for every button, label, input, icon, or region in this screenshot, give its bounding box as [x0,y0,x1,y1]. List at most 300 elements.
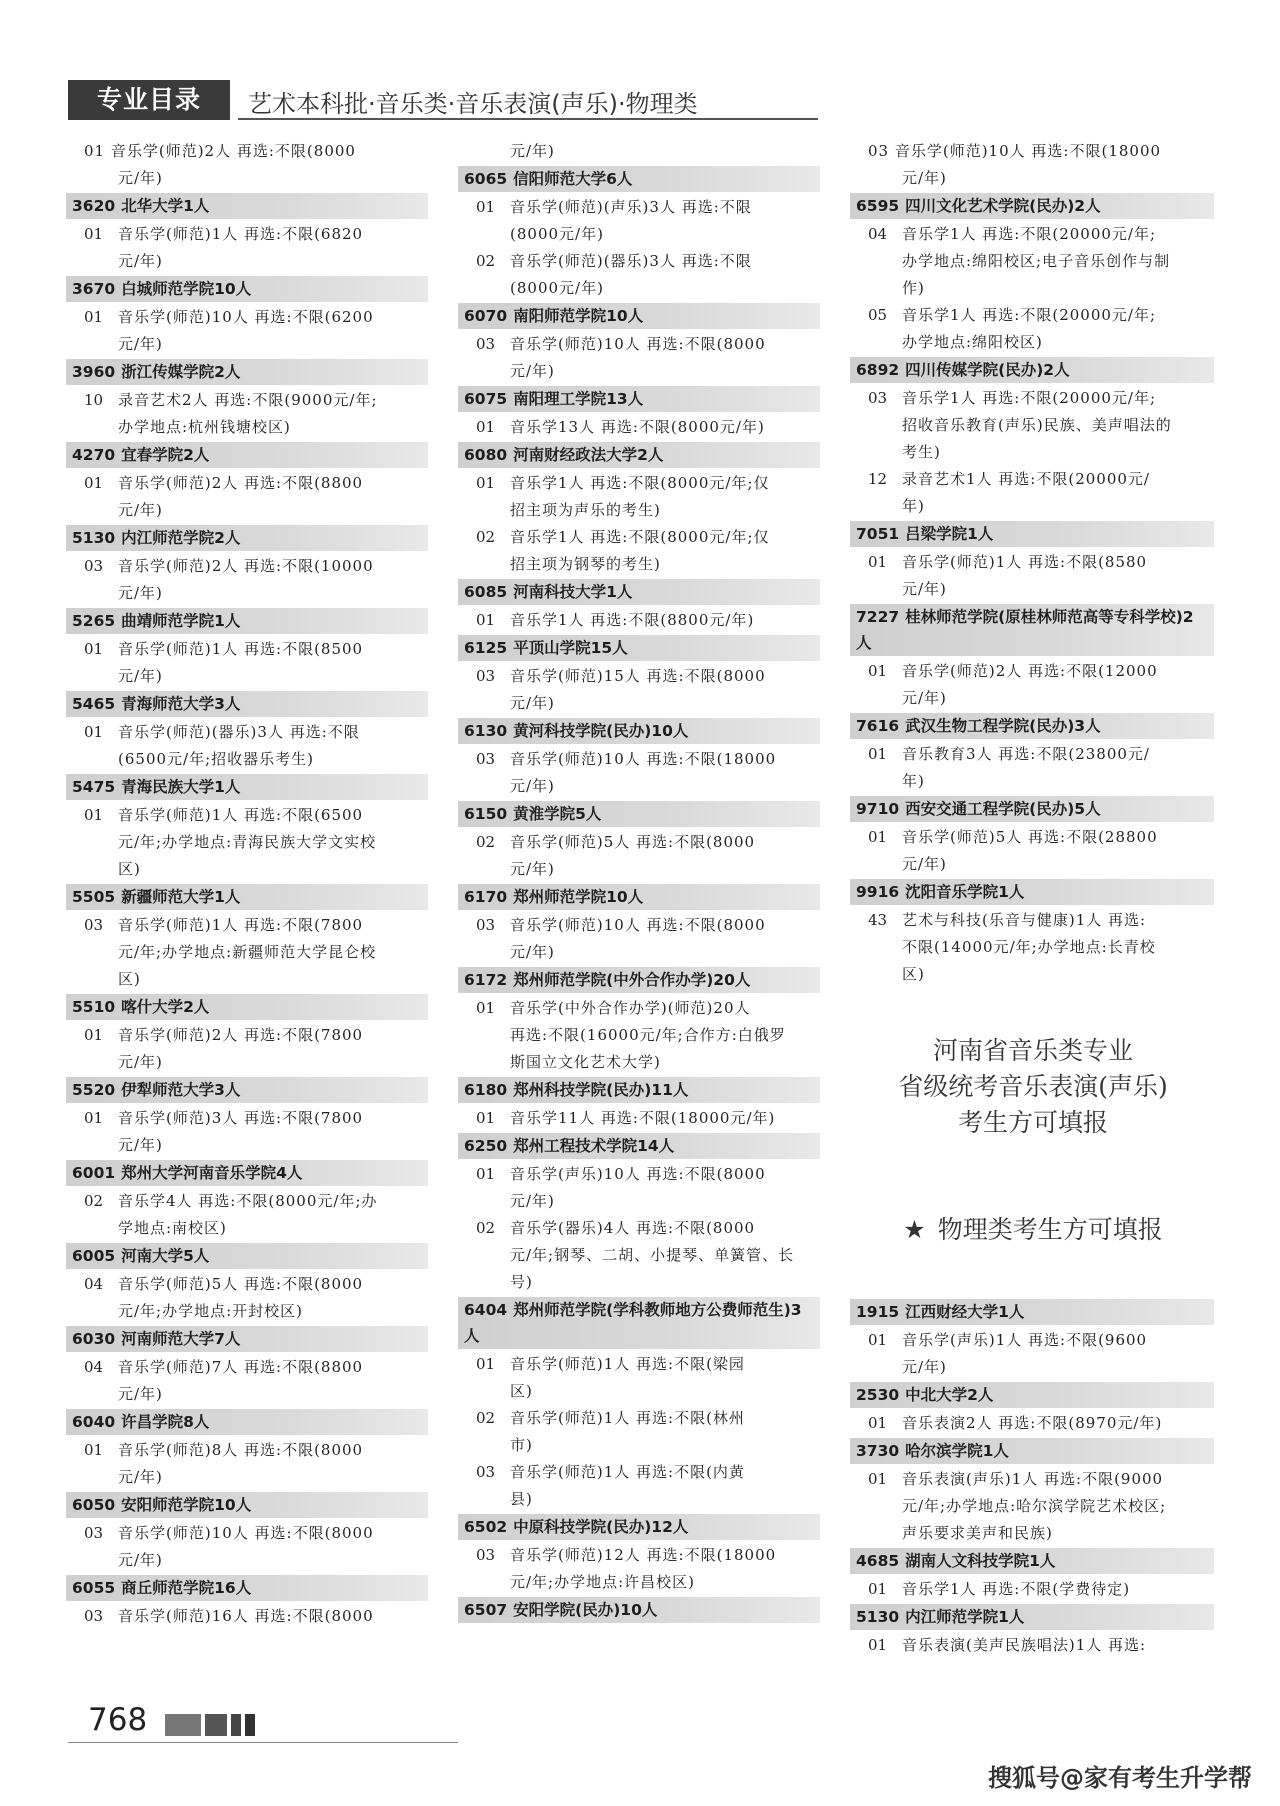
school-block [460,1514,820,1596]
school-header [66,691,428,717]
school-name: 江西财经大学1人 [905,1303,1025,1321]
major-code: 03 [84,916,104,934]
major-code: 01 [868,828,888,846]
school-code: 6085 [464,583,508,601]
major-code: 01 [476,1355,496,1373]
school-name: 安阳学院(民办)10人 [513,1601,658,1619]
school-block [460,718,820,800]
major-text-continued: (8000元/年) [510,279,604,297]
school-name: 河南大学5人 [121,1247,210,1265]
major-text-continued: 办学地点:绵阳校区) [902,333,1043,351]
major-text: 音乐学1人 再选:不限(20000元/年; [902,225,1157,243]
school-code: 6507 [464,1601,508,1619]
major-entry [68,221,428,248]
school-code: 6065 [464,170,508,188]
major-code: 01 [476,611,496,629]
school-code: 6170 [464,888,508,906]
major-text: 音乐学(师范)1人 再选:不限(内黄 [510,1463,745,1481]
major-text: 音乐教育3人 再选:不限(23800元/ [902,745,1150,763]
school-block [460,303,820,385]
school-block [68,774,428,883]
page-header [68,80,748,120]
school-code: 4270 [72,446,116,464]
school-name: 哈尔滨学院1人 [905,1442,1009,1460]
major-code: 01 [476,999,496,1017]
major-text-continued: 年) [902,497,925,515]
school-name: 南阳师范学院10人 [513,307,644,325]
school-header [458,718,820,744]
major-code: 03 [476,1546,496,1564]
school-code: 6070 [464,307,508,325]
school-code: 6892 [856,361,900,379]
school-name: 西安交通工程学院(民办)5人 [905,800,1101,818]
school-code: 7051 [856,525,900,543]
major-text-continued: 元/年) [902,689,947,707]
school-header [850,713,1214,739]
school-code: 6080 [464,446,508,464]
school-header [458,967,820,993]
school-header [458,166,820,192]
major-text: 音乐学(师范)1人 再选:不限(8580 [902,553,1148,571]
column-2 [460,138,820,1625]
major-text-continued: 元/年) [902,580,947,598]
school-block [460,579,820,634]
major-code: 01 [84,1026,104,1044]
major-code: 02 [476,1409,496,1427]
school-block [68,359,428,441]
major-text: 音乐学(师范)5人 再选:不限(8000 [118,1275,364,1293]
notice-line: 省级统考音乐表演(声乐) [898,1072,1168,1101]
school-name: 郑州师范学院(学科教师地方公费师范生)3人 [464,1301,802,1345]
major-text-continued: 办学地点:杭州钱塘校区) [118,418,291,436]
major-text: 音乐学(师范)1人 再选:不限(7800 [118,916,364,934]
major-text-continued: 元/年;钢琴、二胡、小提琴、单簧管、长 [510,1246,795,1264]
major-text-continued: 元/年) [118,584,163,602]
school-header [458,442,820,468]
major-entry [852,221,1214,248]
school-name: 喀什大学2人 [121,998,210,1016]
major-entry [460,1215,820,1242]
school-block [460,442,820,578]
major-code: 03 [476,916,496,934]
major-code: 05 [868,306,888,324]
major-text: 音乐学1人 再选:不限(20000元/年; [902,306,1157,324]
school-name: 黄淮学院5人 [513,805,602,823]
school-code: 5130 [856,1608,900,1626]
column-1 [68,138,428,1630]
major-text-continued: 元/年) [510,694,555,712]
major-code: 01 [84,806,104,824]
school-header [850,1604,1214,1630]
section-tag: 专业目录 [68,80,230,120]
school-name: 商丘师范学院16人 [121,1579,252,1597]
school-code: 6180 [464,1081,508,1099]
major-code: 02 [84,1192,104,1210]
major-text: 音乐学1人 再选:不限(学费待定) [902,1580,1131,1598]
major-text: 艺术与科技(乐音与健康)1人 再选: [902,911,1147,929]
school-header [458,1597,820,1623]
school-name: 平顶山学院15人 [513,639,628,657]
major-code: 01 [868,745,888,763]
school-header [458,635,820,661]
major-entry [460,1542,820,1569]
major-code: 01 [476,198,496,216]
major-code: 01 [868,1331,888,1349]
major-text: 音乐学(师范)10人 再选:不限(8000 [510,916,766,934]
major-entry [852,549,1214,576]
school-header [458,1133,820,1159]
school-code: 6030 [72,1330,116,1348]
school-header [66,884,428,910]
major-text-continued: (8000元/年) [510,225,604,243]
school-block [68,1409,428,1491]
major-text: 音乐学1人 再选:不限(8800元/年) [510,611,755,629]
school-name: 曲靖师范学院1人 [121,612,241,630]
major-text-continued: 元/年;办学地点:许昌校区) [510,1573,696,1591]
school-name: 河南科技大学1人 [513,583,633,601]
major-text-continued: 市) [510,1436,533,1454]
school-header [850,193,1214,219]
school-name: 伊犁师范大学3人 [121,1081,241,1099]
school-block [68,1492,428,1574]
major-text-continued: 元/年) [510,1192,555,1210]
major-code: 12 [868,470,888,488]
major-text-continued: 元/年) [118,335,163,353]
major-text-continued: 元/年) [118,501,163,519]
school-code: 7227 [856,608,900,626]
major-text: 音乐学(师范)(声乐)3人 再选:不限 [510,198,752,216]
major-text-continued: 元/年;办学地点:新疆师范大学昆仑校 [118,943,377,961]
major-text-continued: 不限(14000元/年;办学地点:长青校 [902,938,1156,956]
school-code: 6075 [464,390,508,408]
physics-blocks [852,1298,1214,1659]
major-entry [460,607,820,634]
major-code: 03 [868,389,888,407]
major-entry [460,1405,820,1432]
major-text-continued: 号) [510,1273,533,1291]
school-block [460,884,820,966]
major-code: 01 [476,1109,496,1127]
school-header [66,276,428,302]
school-block [460,386,820,441]
school-block [68,525,428,607]
major-text-continued: 元/年) [118,1136,163,1154]
major-text: 音乐学(师范)2人 再选:不限(7800 [118,1026,364,1044]
school-block [68,691,428,773]
school-block [852,1438,1214,1547]
major-text-continued: 元/年) [510,860,555,878]
major-entry [460,194,820,221]
major-text: 音乐学(师范)(器乐)3人 再选:不限 [510,252,752,270]
school-name: 宜春学院2人 [121,446,210,464]
major-entry [460,995,820,1022]
school-header [850,357,1214,383]
school-name: 四川传媒学院(民办)2人 [905,361,1070,379]
major-text: 音乐学(师范)1人 再选:不限(6820 [118,225,364,243]
school-name: 青海师范大学3人 [121,695,241,713]
school-name: 内江师范学院2人 [121,529,241,547]
school-code: 1915 [856,1303,900,1321]
major-text-continued: 区) [118,860,141,878]
major-text: 音乐学(师范)10人 再选:不限(8000 [118,1524,374,1542]
major-text: 音乐学(师范)1人 再选:不限(8500 [118,640,364,658]
major-entry [68,1022,428,1049]
school-name: 南阳理工学院13人 [513,390,644,408]
school-block [460,1297,820,1513]
continued-entry: 元/年) [902,169,947,187]
school-name: 中北大学2人 [905,1386,994,1404]
school-header [458,801,820,827]
physics-notice [852,1212,1214,1248]
school-code: 6595 [856,197,900,215]
school-header [66,1243,428,1269]
continued-entry: 元/年) [510,142,555,160]
major-code: 01 [84,640,104,658]
school-block [852,1299,1214,1381]
major-text: 音乐学(师范)12人 再选:不限(18000 [510,1546,777,1564]
major-entry [68,1520,428,1547]
school-header [850,1299,1214,1325]
school-header [66,774,428,800]
major-entry [68,1354,428,1381]
school-name: 河南师范大学7人 [121,1330,241,1348]
notice-line: 河南省音乐类专业 [932,1036,1133,1065]
school-name: 郑州师范学院10人 [513,888,644,906]
major-entry [852,1632,1214,1659]
major-text: 音乐学1人 再选:不限(20000元/年; [902,389,1157,407]
major-text: 音乐学(师范)1人 再选:不限(林州 [510,1409,745,1427]
school-name: 四川文化艺术学院(民办)2人 [905,197,1101,215]
header-divider [238,118,818,120]
major-code: 03 [476,1463,496,1481]
major-text-continued: 元/年) [510,777,555,795]
major-code: 01 [84,474,104,492]
major-entry [852,824,1214,851]
school-code: 9710 [856,800,900,818]
major-code: 01 [868,1414,888,1432]
school-name: 武汉生物工程学院(民办)3人 [905,717,1101,735]
school-code: 5505 [72,888,116,906]
major-entry [460,248,820,275]
school-block [852,193,1214,356]
school-header [66,193,428,219]
major-entry [460,524,820,551]
school-header [850,1382,1214,1408]
major-code: 01 [868,1580,888,1598]
major-text: 音乐学(师范)2人 再选:不限(12000 [902,662,1158,680]
school-code: 5520 [72,1081,116,1099]
major-text: 音乐学(师范)5人 再选:不限(28800 [902,828,1158,846]
school-block [852,796,1214,878]
school-name: 新疆师范大学1人 [121,888,241,906]
school-block [68,1575,428,1630]
major-text-continued: 招主项为钢琴的考生) [510,555,661,573]
school-header [66,525,428,551]
school-header [850,521,1214,547]
school-code: 5510 [72,998,116,1016]
school-name: 北华大学1人 [121,197,210,215]
school-code: 6005 [72,1247,116,1265]
major-code: 01 [84,1441,104,1459]
major-text-continued: 元/年) [510,362,555,380]
major-text-continued: 元/年) [118,1551,163,1569]
major-code: 01 [84,1109,104,1127]
major-text: 音乐学(师范)2人 再选:不限(10000 [118,557,374,575]
major-text-continued: 元/年) [118,1053,163,1071]
major-text-continued: 区) [118,970,141,988]
major-text: 录音艺术2人 再选:不限(9000元/年; [118,391,378,409]
major-text: 音乐学(师范)10人 再选:不限(8000 [510,335,766,353]
major-text: 音乐学(师范)8人 再选:不限(8000 [118,1441,364,1459]
major-entry [460,1105,820,1132]
school-code: 5130 [72,529,116,547]
major-text: 音乐学1人 再选:不限(8000元/年;仅 [510,528,770,546]
major-text-continued: 县) [510,1490,533,1508]
major-text: 音乐表演(美声民族唱法)1人 再选: [902,1636,1147,1654]
major-code: 01 [868,553,888,571]
major-code: 01 [84,308,104,326]
school-header [850,1438,1214,1464]
major-text-continued: 元/年) [118,667,163,685]
major-text: 录音艺术1人 再选:不限(20000元/ [902,470,1150,488]
school-code: 5265 [72,612,116,630]
school-block [852,604,1214,712]
school-block [852,357,1214,520]
major-text: 音乐学13人 再选:不限(8000元/年) [510,418,765,436]
school-code: 6250 [464,1137,508,1155]
major-text: 音乐学1人 再选:不限(8000元/年;仅 [510,474,770,492]
school-block [68,1243,428,1325]
notice-text: 物理类考生方可填报 [937,1215,1163,1244]
major-code: 02 [476,1219,496,1237]
major-text: 音乐学(师范)7人 再选:不限(8800 [118,1358,364,1376]
major-entry [460,1459,820,1486]
continued-entry: 01 音乐学(师范)2人 再选:不限(8000 [84,142,356,160]
major-entry [68,1105,428,1132]
school-name: 河南财经政法大学2人 [513,446,664,464]
major-entry [68,553,428,580]
footer-divider [68,1742,458,1743]
major-text: 音乐学(声乐)1人 再选:不限(9600 [902,1331,1148,1349]
major-text-continued: 元/年) [118,1468,163,1486]
school-header [66,1077,428,1103]
school-name: 郑州师范学院(中外合作办学)20人 [513,971,751,989]
major-entry [68,719,428,746]
major-text: 音乐学4人 再选:不限(8000元/年;办 [118,1192,378,1210]
major-entry [460,912,820,939]
school-header [66,1160,428,1186]
major-text: 音乐学(师范)1人 再选:不限(6500 [118,806,364,824]
major-code: 01 [84,225,104,243]
school-code: 4685 [856,1552,900,1570]
school-code: 7616 [856,717,900,735]
school-name: 郑州大学河南音乐学院4人 [121,1164,303,1182]
school-name: 安阳师范学院10人 [121,1496,252,1514]
major-entry [460,1351,820,1378]
school-header [66,994,428,1020]
school-name: 许昌学院8人 [121,1413,210,1431]
star-icon: ★ [903,1215,926,1244]
major-code: 02 [476,833,496,851]
school-name: 青海民族大学1人 [121,778,241,796]
major-code: 43 [868,911,888,929]
school-code: 6125 [464,639,508,657]
school-name: 信阳师范大学6人 [513,170,633,188]
school-header [850,1548,1214,1574]
school-block [852,1382,1214,1437]
continued-entry: 03 音乐学(师范)10人 再选:不限(18000 [868,142,1162,160]
school-block [460,1597,820,1623]
major-entry [852,741,1214,768]
school-code: 3670 [72,280,116,298]
school-name: 湖南人文科技学院1人 [905,1552,1056,1570]
school-code: 3960 [72,363,116,381]
school-block [460,635,820,717]
major-entry [460,1161,820,1188]
school-name: 沈阳音乐学院1人 [905,883,1025,901]
school-header [66,1492,428,1518]
school-code: 6050 [72,1496,116,1514]
major-code: 03 [476,750,496,768]
school-block [68,1077,428,1159]
major-entry [852,907,1214,934]
school-code: 6130 [464,722,508,740]
major-code: 03 [476,335,496,353]
major-text: 音乐学(师范)2人 再选:不限(8800 [118,474,364,492]
school-block [68,442,428,524]
major-text: 音乐学(器乐)4人 再选:不限(8000 [510,1219,756,1237]
major-code: 03 [84,1607,104,1625]
school-header [850,879,1214,905]
major-entry [460,331,820,358]
major-text: 音乐学11人 再选:不限(18000元/年) [510,1109,776,1127]
major-code: 04 [84,1358,104,1376]
major-text-continued: 元/年) [902,855,947,873]
school-code: 3730 [856,1442,900,1460]
major-code: 01 [868,1636,888,1654]
major-text-continued: 元/年;办学地点:青海民族大学文实校 [118,833,377,851]
major-text: 音乐学(声乐)10人 再选:不限(8000 [510,1165,766,1183]
major-text-continued: 斯国立文化艺术大学) [510,1053,661,1071]
major-text-continued: 学地点:南校区) [118,1219,227,1237]
school-name: 吕梁学院1人 [905,525,994,543]
major-code: 03 [476,667,496,685]
school-code: 9916 [856,883,900,901]
major-code: 01 [476,474,496,492]
school-block [68,276,428,358]
school-code: 6404 [464,1301,508,1319]
major-entry [68,636,428,663]
major-text: 音乐学(师范)15人 再选:不限(8000 [510,667,766,685]
major-text-continued: 再选:不限(16000元/年;合作方:白俄罗 [510,1026,786,1044]
school-block [68,608,428,690]
school-block [852,1604,1214,1659]
school-header [66,442,428,468]
school-header [458,884,820,910]
school-block [68,193,428,275]
school-name: 白城师范学院10人 [121,280,252,298]
major-code: 01 [476,418,496,436]
major-entry [852,385,1214,412]
school-block [852,713,1214,795]
major-code: 01 [476,1165,496,1183]
school-header [850,604,1214,656]
major-entry [68,1603,428,1630]
notice-line: 考生方可填报 [957,1108,1108,1137]
major-text-continued: 元/年;办学地点:哈尔滨学院艺术校区; [902,1497,1167,1515]
major-text-continued: 元/年) [902,1358,947,1376]
school-code: 5475 [72,778,116,796]
